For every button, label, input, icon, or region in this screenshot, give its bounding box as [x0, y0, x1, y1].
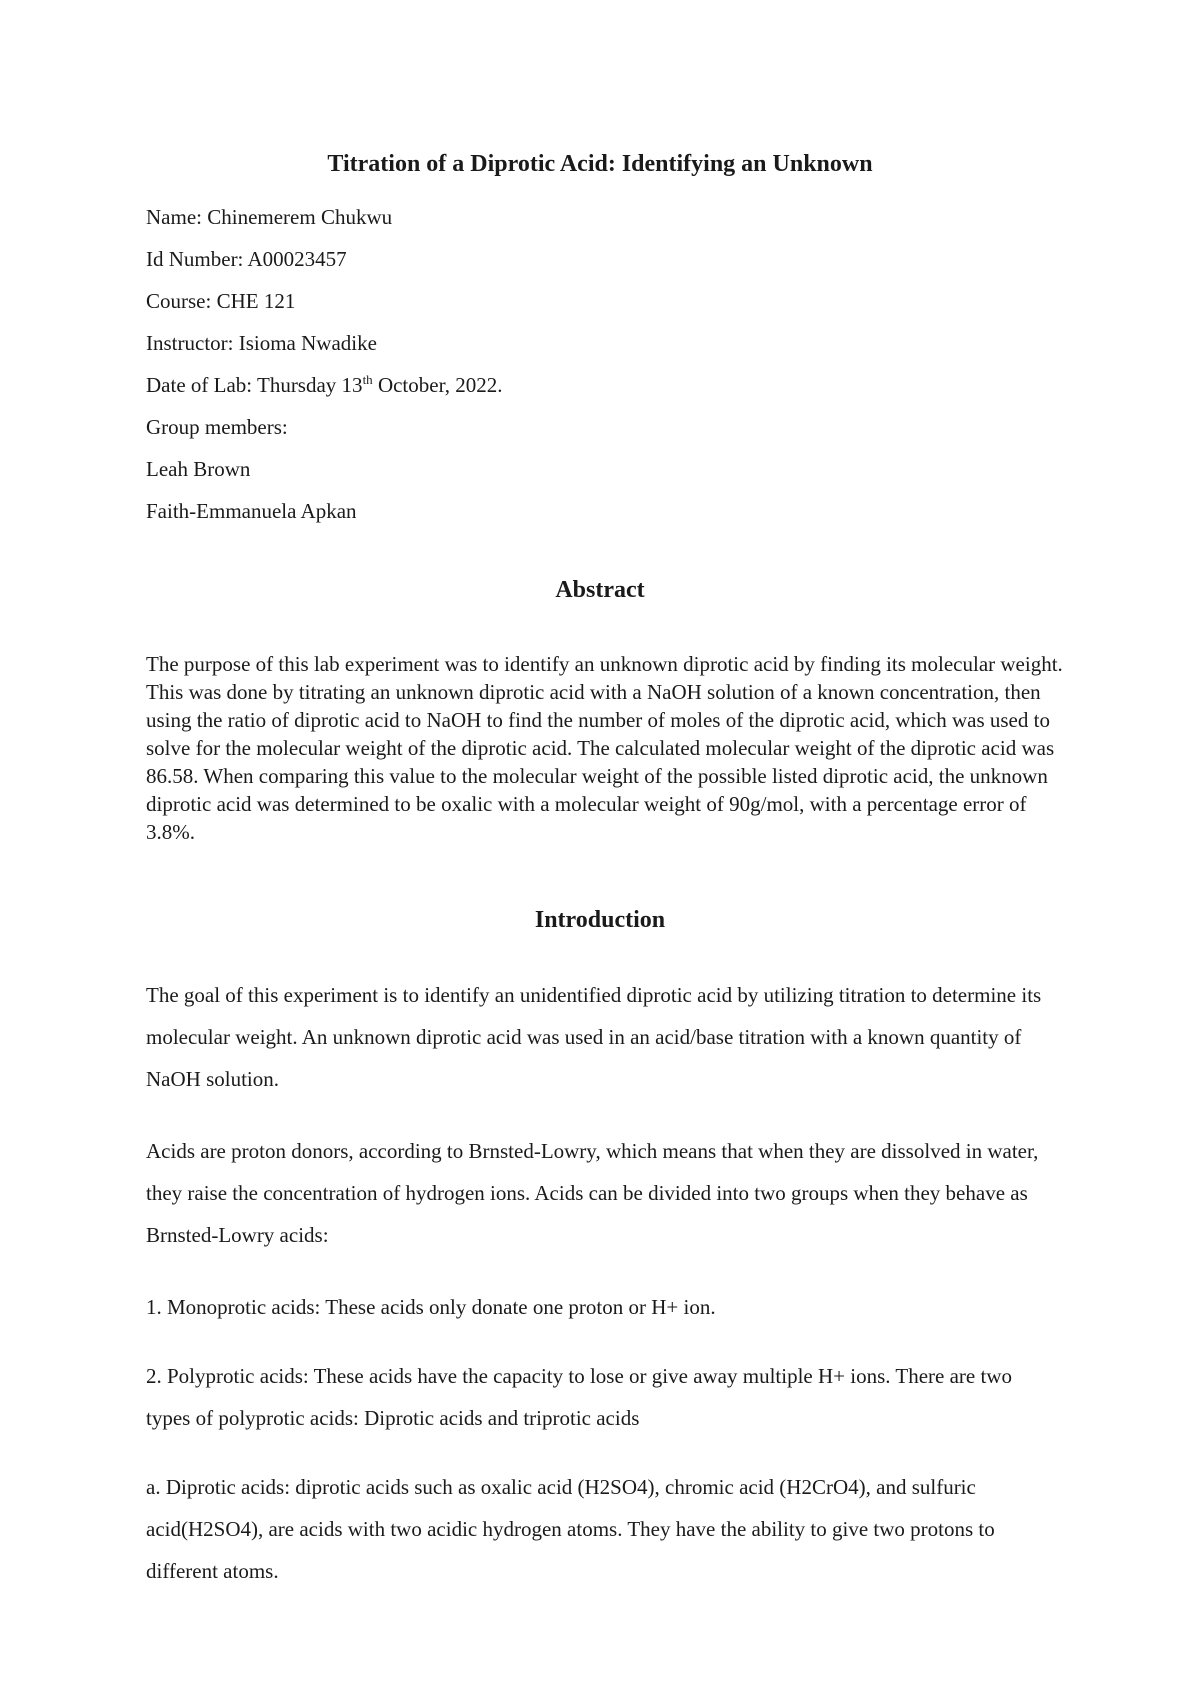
group-members-label: Group members:: [146, 415, 288, 439]
group-member: Faith-Emmanuela Apkan: [146, 499, 357, 523]
abstract-heading: Abstract: [555, 577, 645, 603]
course: Course: CHE 121: [146, 289, 296, 313]
document-title: Titration of a Diprotic Acid: Identifying an Unknown: [327, 151, 873, 177]
lab-date-ordinal: th: [362, 372, 373, 387]
student-info-block: [146, 196, 1066, 532]
instructor: Instructor: Isioma Nwadike: [146, 331, 377, 355]
introduction-paragraph: The goal of this experiment is to identify an unidentified diprotic acid by utilizing titration to determine its molecular weight. An unknown diprotic acid was used in an acid/base titration with a known quantity of NaOH solution.: [146, 983, 1042, 1091]
student-id-number: Id Number: A00023457: [146, 247, 347, 271]
group-member: Leah Brown: [146, 457, 251, 481]
introduction-heading: Introduction: [534, 907, 666, 933]
lab-date-suffix: October, 2022.: [372, 373, 503, 397]
list-item-polyprotic: 2. Polyprotic acids: These acids have the capacity to lose or give away multiple H+ ions. There are two types of polyprotic acids: Diprotic acids and triprotic acids: [146, 1364, 1012, 1430]
student-name: Name: Chinemerem Chukwu: [146, 205, 393, 229]
lab-date: [146, 364, 1066, 406]
abstract-paragraph: The purpose of this lab experiment was to identify an unknown diprotic acid by finding its molecular weight. This was done by titrating an unknown diprotic acid with a NaOH solution of a known concentration, then using the ratio of diprotic acid to NaOH to find the number of moles of the diprotic acid, which was used to solve for the molecular weight of the diprotic acid. The calculated molecular weight of the diprotic acid was 86.58. When comparing this value to the molecular weight of the possible listed diprotic acid, the unknown diprotic acid was determined to be oxalic with a molecular weight of 90g/mol, with a percentage error of 3.8%.: [146, 652, 1063, 844]
list-item-monoprotic: 1. Monoprotic acids: These acids only donate one proton or H+ ion.: [146, 1295, 716, 1319]
list-item-diprotic: a. Diprotic acids: diprotic acids such as oxalic acid (H2SO4), chromic acid (H2CrO4), and sulfuric acid(H2SO4), are acids with two acidic hydrogen atoms. They have the ability to give two protons to different atoms.: [146, 1475, 995, 1583]
introduction-paragraph: Acids are proton donors, according to Brnsted-Lowry, which means that when they are dissolved in water, they raise the concentration of hydrogen ions. Acids can be divided into two groups when they behave as Brnsted-Lowry acids:: [146, 1139, 1039, 1247]
lab-date-prefix: Date of Lab: Thursday 13: [146, 373, 363, 397]
